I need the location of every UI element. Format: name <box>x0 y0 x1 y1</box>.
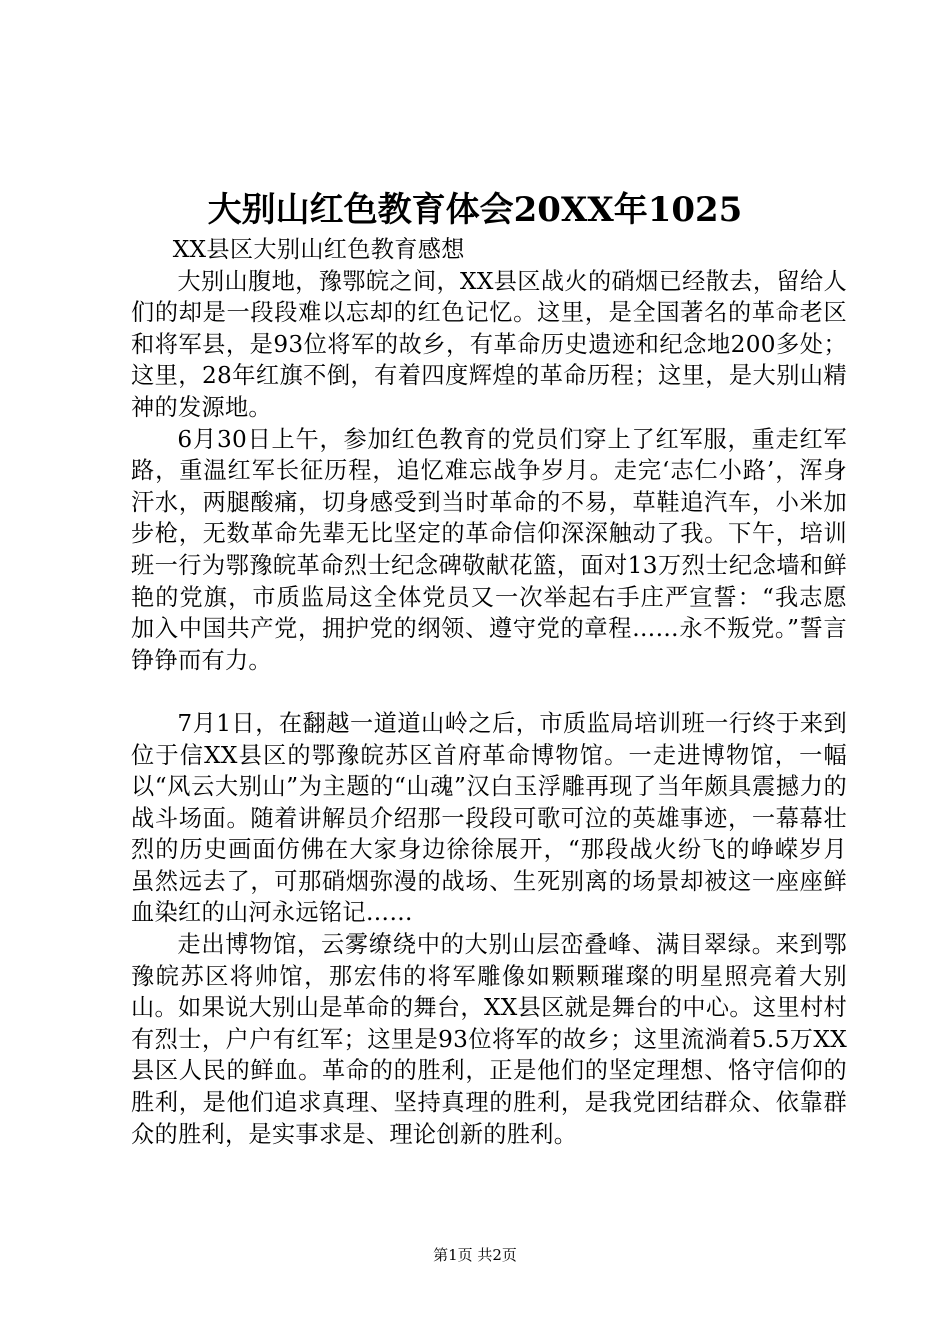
paragraph-2: 6月30日上午，参加红色教育的党员们穿上了红军服，重走红军路，重温红军长征历程，追忆难忘战争岁月。走完‘志仁小路’，浑身汗水，两腿酸痛，切身感受到当时革命的不易，草鞋追汽车，小米加步枪，无数革命先辈无比坚定的革命信仰深深触动了我。下午，培训班一行为鄂豫皖革命烈士纪念碑敬献花篮，面对13万烈士纪念墙和鲜艳的党旗，市质监局这全体党员又一次举起右手庄严宣誓：“我志愿加入中国共产党，拥护党的纲领、遵守党的章程……永不叛党。”誓言铮铮而有力。 <box>131 425 847 674</box>
document-title: 大别山红色教育体会20XX年1025 <box>207 190 743 230</box>
paragraph-3: 7月1日，在翻越一道道山岭之后，市质监局培训班一行终于来到位于信XX县区的鄂豫皖苏区首府革命博物馆。一走进博物馆，一幅以“风云大别山”为主题的“山魂”汉白玉浮雕再现了当年颇具震撼力的战斗场面。随着讲解员介绍那一段段可歌可泣的英雄事迹，一幕幕壮烈的历史画面仿佛在大家身边徐徐展开，“那段战火纷飞的峥嵘岁月虽然远去了，可那硝烟弥漫的战场、生死别离的场景却被这一座座鲜血染红的山河永远铭记…… <box>131 709 847 927</box>
paragraph-1: 大别山腹地，豫鄂皖之间，XX县区战火的硝烟已经散去，留给人们的却是一段段难以忘却的红色记忆。这里，是全国著名的革命老区和将军县，是93位将军的故乡，有革命历史遗迹和纪念地200多处；这里，28年红旗不倒，有着四度辉煌的革命历程；这里，是大别山精神的发源地。 <box>131 267 847 421</box>
paragraph-4: 走出博物馆，云雾缭绕中的大别山层峦叠峰、满目翠绿。来到鄂豫皖苏区将帅馆，那宏伟的将军雕像如颗颗璀璨的明星照亮着大别山。如果说大别山是革命的舞台，XX县区就是舞台的中心。这里村村有烈士，户户有红军；这里是93位将军的故乡；这里流淌着5.5万XX县区人民的鲜血。革命的的胜利，正是他们的坚定理想、恪守信仰的胜利，是他们追求真理、坚持真理的胜利，是我党团结群众、依靠群众的胜利，是实事求是、理论创新的胜利。 <box>131 931 847 1148</box>
paragraph-spacer <box>131 676 847 708</box>
document-subtitle: XX县区大别山红色教育感想 <box>172 236 465 263</box>
page-number: 第1页 共2页 <box>433 1246 517 1264</box>
document-body <box>131 234 847 1150</box>
